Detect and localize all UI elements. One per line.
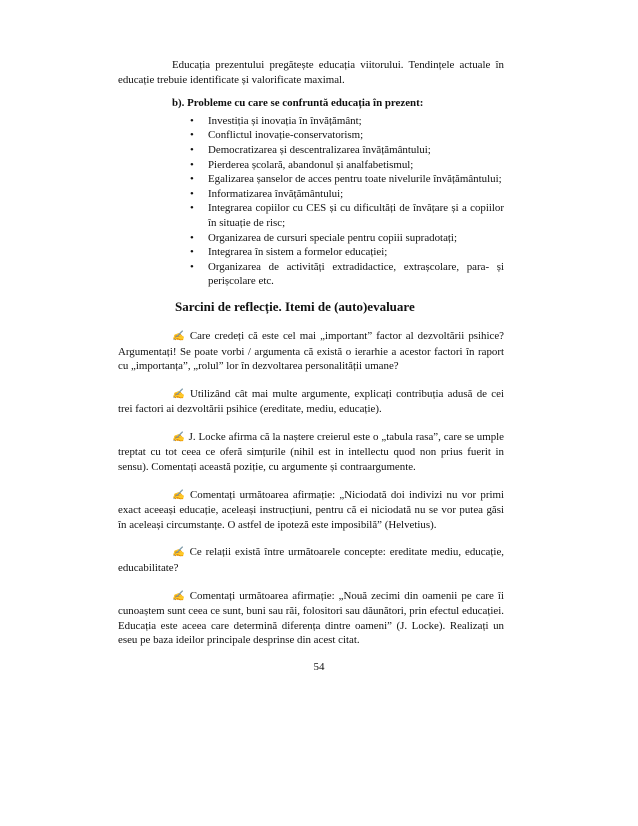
bullet-icon: • [190,246,194,259]
list-item: • Integrarea în sistem a formelor educației; [190,246,388,259]
question-paragraph: ✍ Ce relații există între următoarele concepte: ereditate mediu, educație, educabilitate? [118,546,505,575]
pen-icon: ✍ [172,330,186,342]
question-paragraph: ✍ Utilizând cât mai multe argumente, explicați contribuția adusă de cei trei factori ai dezvoltării psihice (ereditate, mediu, educație). [118,387,504,416]
bullet-icon: • [190,231,194,244]
list-item: • Organizarea de activități extradidactice, extrașcolare, para- și perișcolare etc. [190,260,504,288]
pen-icon: ✍ [172,590,186,602]
document-page [118,58,504,648]
bullet-icon: • [190,143,194,156]
list-item: • Pierderea școlară, abandonul și analfabetismul; [190,158,414,171]
pen-icon: ✍ [172,547,186,559]
pen-icon: ✍ [172,489,186,501]
question-paragraph: ✍ Care credeți că este cel mai „important” factor al dezvoltării psihice? Argumentați! Se poate vorbi / argumenta că există o ierarhie a acestor factori în raport cu „importanța”, „rolul” lor în dezvoltarea personalității umane? [118,329,505,373]
list-item: • Integrarea copiilor cu CES și cu dificultăți de învățare și a copiilor în situație de risc; [190,202,504,229]
bullet-icon: • [190,114,194,127]
list-item: • Investiția și inovația în învățământ; [190,114,362,127]
intro-paragraph: Educația prezentului pregătește educația viitorului. Tendințele actuale în educație trebuie identificate și valorificate maximal. [118,59,504,86]
question-paragraph: ✍ Comentați următoarea afirmație: „Nouă zecimi din oamenii pe care îi cunoaștem sunt ceea ce sunt, buni sau răi, folositori sau dăunători, prin efectul educației. Educația este aceea care determină diferența dintre oameni” (J. Locke). Realizați un eseu pe baza ideilor principale desprinse din acest citat. [118,589,504,647]
question-paragraph: ✍ Comentați următoarea afirmație: „Niciodată doi indivizi nu vor primi exact aceeași educație, aceleași instrucțiuni, pentru că ei niciodată nu se vor putea găsi în aceleași circumstanțe. O astfel de ipoteză este imposibilă” (Helvetius). [118,488,504,531]
section-title: Sarcini de reflecție. Itemi de (auto)evaluare [175,298,415,314]
bullet-icon: • [190,173,194,186]
pen-icon: ✍ [172,388,187,400]
question-paragraph: ✍ J. Locke afirma că la naștere creierul este o „tabula rasa”, care se umple treptat cu tot ceea ce oferă simțurile (nihil est in intellectu quod non prius fuerit in sensu). Comentați această poziție, cu argumente și contraargumente. [118,430,504,474]
problems-heading: b). Probleme cu care se confruntă educația în prezent: [172,97,424,110]
bullet-icon: • [190,260,194,273]
list-item: • Conflictul inovație-conservatorism; [190,129,364,142]
list-item: • Democratizarea și descentralizarea învățământului; [190,143,431,156]
bullet-icon: • [190,202,194,215]
list-item: • Informatizarea învățământului; [190,187,344,200]
list-item: • Organizarea de cursuri speciale pentru copiii supradotați; [190,231,457,244]
bullet-icon: • [190,158,194,171]
page-number: 54 [313,661,325,673]
bullet-icon: • [190,129,194,142]
problems-list [118,114,504,289]
pen-icon: ✍ [172,431,185,443]
bullet-icon: • [190,187,194,200]
list-item: • Egalizarea șanselor de acces pentru toate nivelurile învățământului; [190,173,502,186]
